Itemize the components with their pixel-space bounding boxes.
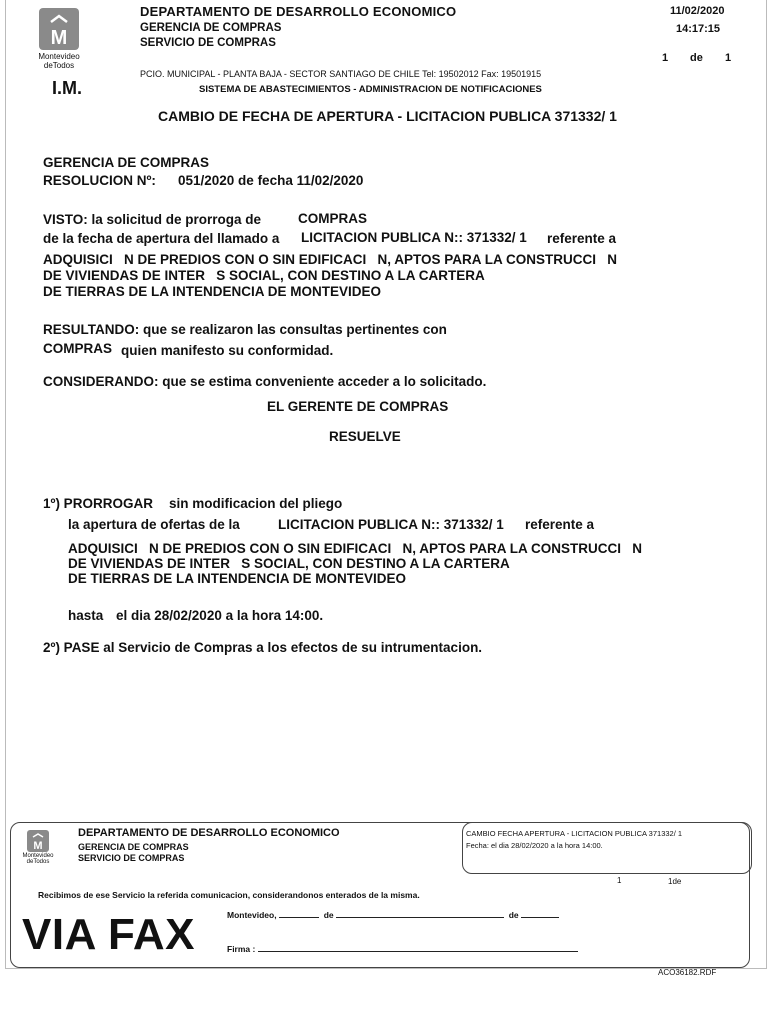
svg-text:M: M	[50, 27, 68, 49]
visto-line1: VISTO: la solicitud de prorroga de	[43, 212, 262, 227]
item1-referente: referente a	[525, 517, 595, 532]
item1-objeto-line1: ADQUISICI N DE PREDIOS CON O SIN EDIFICACI N, APTOS PARA LA CONSTRUCCI N	[68, 541, 643, 556]
visto-referente: referente a	[547, 231, 617, 246]
hasta-fecha: el dia 28/02/2020 a la hora 14:00.	[116, 608, 324, 623]
montevideo-label: Montevideo,	[227, 910, 277, 920]
receipt-logo-caption-2: deTodos	[26, 859, 50, 865]
item1-licitacion: LICITACION PUBLICA N:: 371332/ 1	[278, 517, 504, 532]
resolucion-label: RESOLUCION Nº:	[43, 173, 156, 188]
footer-code: ACO36182.RDF	[658, 968, 717, 977]
resuelve-label: RESUELVE	[329, 429, 401, 444]
im-label: I.M.	[52, 78, 82, 98]
receipt-department: DEPARTAMENTO DE DESARROLLO ECONOMICO	[78, 827, 340, 839]
receipt-firma-row	[227, 944, 578, 954]
logo-caption-1: Montevideo	[38, 52, 80, 61]
de-label-2: de	[508, 910, 519, 920]
day-blank[interactable]	[279, 917, 319, 918]
header-servicio: SERVICIO DE COMPRAS	[140, 37, 276, 49]
item2-pase: 2º) PASE al Servicio de Compras a los efectos de su intrumentacion.	[43, 640, 483, 655]
receipt-montevideo-logo-icon	[27, 830, 49, 852]
visto-licitacion: LICITACION PUBLICA N:: 371332/ 1	[301, 230, 527, 245]
header-address: PCIO. MUNICIPAL - PLANTA BAJA - SECTOR SANTIAGO DE CHILE Tel: 19502012 Fax: 19501915	[140, 69, 542, 79]
visto-solicitante: COMPRAS	[298, 211, 368, 226]
svg-text:M: M	[33, 840, 43, 852]
receipt-date-row	[227, 910, 559, 920]
receipt-page-current: 1	[617, 876, 622, 885]
gerente-label: EL GERENTE DE COMPRAS	[267, 399, 449, 414]
considerando: CONSIDERANDO: que se estima conveniente acceder a lo solicitado.	[43, 374, 487, 389]
receipt-recibimos: Recibimos de ese Servicio la referida comunicacion, considerandonos enterados de la misma.	[38, 890, 420, 900]
header-system: SISTEMA DE ABASTECIMIENTOS - ADMINISTRACION DE NOTIFICACIONES	[199, 84, 542, 95]
receipt-subject-title: CAMBIO FECHA APERTURA - LICITACION PUBLICA 371332/ 1	[466, 829, 683, 838]
header-department: DEPARTAMENTO DE DESARROLLO ECONOMICO	[140, 4, 457, 19]
page-of: de	[690, 52, 703, 64]
de-label-1: de	[323, 910, 334, 920]
header-time: 14:17:15	[676, 23, 721, 35]
receipt-gerencia: GERENCIA DE COMPRAS	[78, 842, 189, 852]
item1-objeto-line2: DE VIVIENDAS DE INTER S SOCIAL, CON DESTINO A LA CARTERA	[68, 556, 510, 571]
month-blank[interactable]	[336, 917, 504, 918]
receipt-page-total: 1de	[668, 877, 682, 886]
firma-label: Firma :	[227, 944, 256, 954]
resultando-compras: COMPRAS	[43, 341, 113, 356]
header-date: 11/02/2020	[670, 5, 725, 17]
im-logo	[30, 8, 88, 70]
item1-sin-modificacion: sin modificacion del pliego	[169, 496, 343, 511]
hasta-label: hasta	[68, 608, 104, 623]
resultando-line2: quien manifesto su conformidad.	[121, 343, 334, 358]
receipt-subject-fecha: Fecha: el dia 28/02/2020 a la hora 14:00.	[466, 841, 603, 850]
receipt-logo	[22, 830, 54, 865]
resolucion-value: 051/2020 de fecha 11/02/2020	[178, 173, 364, 188]
logo-caption-2: deTodos	[43, 61, 75, 70]
resultando-line1: RESULTANDO: que se realizaron las consultas pertinentes con	[43, 322, 447, 337]
page-total: 1	[725, 52, 732, 64]
firma-blank[interactable]	[258, 951, 578, 952]
montevideo-logo-icon	[39, 8, 79, 50]
objeto-line3: DE TIERRAS DE LA INTENDENCIA DE MONTEVIDEO	[43, 284, 382, 299]
receipt-logo-caption-1: Montevideo	[22, 853, 54, 859]
body-gerencia: GERENCIA DE COMPRAS	[43, 155, 210, 170]
document-title: CAMBIO DE FECHA DE APERTURA - LICITACION PUBLICA 371332/ 1	[158, 108, 617, 124]
header-gerencia: GERENCIA DE COMPRAS	[140, 22, 282, 34]
objeto-line2: DE VIVIENDAS DE INTER S SOCIAL, CON DESTINO A LA CARTERA	[43, 268, 485, 283]
item1-apertura: la apertura de ofertas de la	[68, 517, 240, 532]
objeto-line1: ADQUISICI N DE PREDIOS CON O SIN EDIFICACI N, APTOS PARA LA CONSTRUCCI N	[43, 252, 618, 267]
receipt-servicio: SERVICIO DE COMPRAS	[78, 853, 185, 863]
year-blank[interactable]	[521, 917, 559, 918]
visto-line2: de la fecha de apertura del llamado a	[43, 231, 280, 246]
item1-prorrogar: 1º) PRORROGAR	[43, 496, 153, 511]
item1-objeto-line3: DE TIERRAS DE LA INTENDENCIA DE MONTEVIDEO	[68, 571, 407, 586]
via-fax-label: VIA FAX	[22, 910, 196, 959]
page-current: 1	[662, 52, 669, 64]
